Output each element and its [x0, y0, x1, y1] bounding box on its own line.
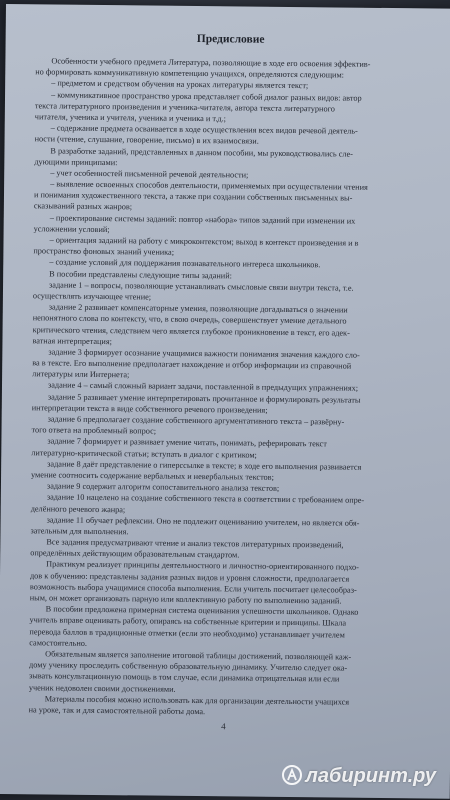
book-page [0, 4, 450, 799]
text-line: интерпретации текста в виде собственного речевого произведения; [31, 403, 268, 415]
text-line: зывать консультационную помощь в том случае, если динамика отрицательная или если [28, 671, 340, 684]
text-line: Особенности учебного предмета Литература, позволяющие в ходе его освоения эффектив- [51, 56, 371, 69]
text-line: – предметом и средством обучения на уроках литературы является текст; [51, 78, 309, 91]
text-line: Обязательным является заполнение итоговой таблицы достижений, позволяющей каж- [45, 649, 352, 662]
text-line: задание 2 развивает компенсаторные умения, позволяющие догадываться о значении [48, 302, 348, 315]
text-line: Практикум реализует принципы деятельностного и личностно-ориентированного подхо- [46, 559, 359, 573]
text-line: текста литературного произведения и ученика-читателя, автора текста литературного [34, 101, 335, 114]
preface-body [29, 55, 436, 719]
text-line: зательным для выполнения. [30, 526, 129, 537]
text-line: задание 9 содержит алгоритм сопоставительного анализа текстов; [46, 481, 280, 494]
text-line: пространство фоновых знаний ученика; [33, 246, 175, 257]
text-line: учитель вправе оценивать работу, опираясь на собственные критерии и принципы. Шкала [29, 615, 347, 628]
text-line: – ориентация заданий на работу с микроконтекстом; выход в контекст произведения и в [49, 235, 359, 248]
text-line: – содержание предмета осваивается в ходе осуществления всех видов речевой деятель- [50, 123, 358, 136]
text-line: – выявление освоенных способов деятельности, применяемых при осуществлении чтения [50, 179, 368, 192]
text-line: делённого речевого жанра; [30, 503, 126, 514]
text-line: задание 1 – вопросы, позволяющие устанавливать смысловые связи внутри текста, т.е. [49, 280, 354, 293]
text-line: задание 3 формирует осознание учащимися важности понимания значения каждого сло- [48, 347, 360, 360]
text-line: литературы или Интернета; [32, 369, 130, 380]
text-line: ватная интерпретация; [32, 335, 113, 346]
text-line: критического чтения, следствием чего является глубокое проникновение в текст, его адек- [32, 324, 350, 338]
text-line: на уроке, так и для самостоятельной работы дома. [28, 705, 206, 716]
text-line: – проектирование системы заданий: повтор «набора» типов заданий при изменении их [49, 213, 356, 226]
page-number: 4 [221, 721, 226, 732]
text-line: литературно-критической статьи; вступать в диалог с критиком; [31, 447, 257, 460]
text-line: задание 8 даёт представление о гиперссылке в тексте; в ходе его выполнения развивается [47, 459, 362, 472]
text-line: задание 5 развивает умение интерпретировать прочитанное и формулировать результаты [47, 392, 361, 405]
text-line: Все задания предусматривают чтение и анализ текстов литературных произведений, [46, 537, 344, 550]
text-line: – коммуникативное пространство урока представляет собой диалог разных видов: автор [51, 90, 362, 103]
text-line: ности (чтение, слушание, говорение, письмо) в их взаимосвязи. [34, 134, 259, 146]
text-line: и понимания художественного текста, а также при создании собственных письменных вы- [33, 190, 353, 203]
text-line: сказываний разных жанров; [33, 201, 133, 212]
page-title: Предисловие [196, 33, 265, 46]
text-line: осуществлять изучающее чтение; [32, 291, 152, 302]
text-line: В разработке заданий, представленных в данном пособии, мы руководствовались сле- [50, 145, 353, 159]
text-line: дующими принципами: [34, 156, 118, 167]
text-line: определённых действующим образовательным стандартом. [30, 548, 240, 560]
text-line: дому ученику проследить собственную образовательную динамику. Учителю следует ока- [29, 660, 348, 673]
text-line: но формировать коммуникативную компетенцию учащихся, определяются следующим: [35, 67, 345, 80]
text-line: задание 11 обучает рефлексии. Оно не подлежит оцениванию учителем, но является обя- [46, 515, 360, 528]
text-line: задание 4 – самый сложный вариант задачи, поставленной в предыдущих упражнениях; [47, 380, 359, 394]
text-line: В пособии представлены следующие типы заданий: [49, 269, 232, 280]
text-line: умение соотносить содержание вербальных и невербальных текстов; [31, 470, 274, 482]
text-line: В пособии предложена примерная система оценивания успешности школьников. Однако [45, 604, 359, 617]
text-line: задание 7 формирует и развивает умение читать, понимать, реферировать текст [47, 436, 327, 449]
text-line: читателя, ученика и учителя, ученика и ученика и т.д.; [34, 112, 227, 124]
text-line: – учет особенностей письменной речевой деятельности; [50, 168, 249, 180]
text-line: непонятного слова по контексту, что, в свою очередь, совершенствует умение детального [32, 313, 347, 326]
labirint-logo-icon [282, 765, 302, 785]
text-line: перевода баллов в традиционные отметки (если это необходимо) устанавливает учителем [29, 626, 345, 640]
text-line: ным, он может организовать парную или коллективную работу по выполнению заданий. [29, 593, 342, 606]
text-line: того ответа на проблемный вопрос; [31, 425, 157, 436]
watermark-text: лабиринт.ру [305, 765, 436, 787]
text-line: возможность выбора учащимися способа выполнения. Если учитель посчитает целесообраз- [29, 582, 357, 595]
text-line: задание 6 предполагает создание собственного аргументативного текста – развёрну- [47, 414, 345, 427]
watermark [282, 765, 436, 788]
text-line: задание 10 нацелено на создание собственного текста в соответствии с требованием опре- [46, 492, 365, 506]
text-line: усложнении условий; [33, 224, 110, 234]
text-line: ученик недоволен своими достижениями. [28, 682, 176, 694]
text-line: самостоятельно. [29, 638, 88, 648]
text-line: – создание условий для поддержания познавательного интереса школьников. [49, 257, 321, 270]
text-line: ва в тексте. Его выполнение предполагает нахождение и отбор информации из справочной [32, 358, 352, 371]
text-line: дов к обучению: представлены задания разных видов и уровня сложности, предполагается [29, 570, 350, 584]
text-line: Материалы пособия можно использовать как для организации деятельности учащихся [44, 694, 350, 707]
